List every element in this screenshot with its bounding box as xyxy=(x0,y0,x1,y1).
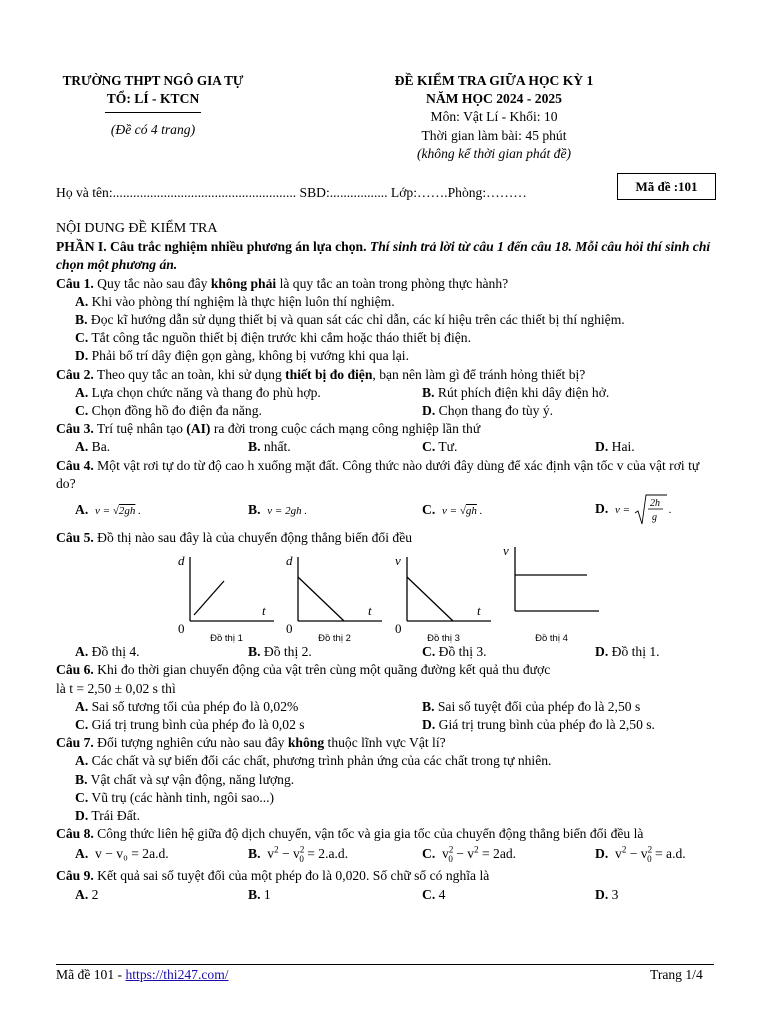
question-label: Câu 2. xyxy=(56,366,94,382)
q6-options-row-1 xyxy=(56,698,718,716)
subject-line: Môn: Vật Lí - Khối: 10 xyxy=(430,109,558,125)
question-8 xyxy=(56,825,718,843)
q1-option-d xyxy=(56,347,718,365)
question-label: Câu 6. xyxy=(56,662,94,678)
q1-option-b xyxy=(56,311,718,329)
question-text: là quy tắc an toàn trong phòng thực hành? xyxy=(276,275,509,291)
question-label: Câu 7. xyxy=(56,735,94,751)
option-text: Phải bố trí dây điện gọn gàng, không bị vướng khi qua lại. xyxy=(91,348,409,364)
question-emphasis: không phải xyxy=(210,275,277,291)
q2-options-row-2 xyxy=(56,402,718,420)
q9-option-c: C. 4 xyxy=(422,886,446,902)
content-heading: NỘI DUNG ĐỀ KIỂM TRA xyxy=(56,221,218,236)
question-1 xyxy=(56,275,718,293)
q7-option-b: B. Vật chất và sự vận động, năng lượng. xyxy=(75,771,295,787)
question-label: Câu 3. xyxy=(56,421,94,437)
graph-3 xyxy=(391,549,496,643)
graph-3-caption: Đồ thị 3 xyxy=(427,633,460,645)
graph-4-plot xyxy=(499,539,604,617)
question-label: Câu 1. xyxy=(56,275,94,291)
duration-line: Thời gian làm bài: 45 phút xyxy=(421,127,567,143)
question-text: ra đời trong cuộc cách mạng công nghiệp lần thứ xyxy=(210,421,481,437)
header-left xyxy=(62,72,244,139)
option-letter: B. xyxy=(75,312,88,328)
q9-option-d: D. 3 xyxy=(595,886,619,902)
q9-options xyxy=(56,886,718,904)
q8-options xyxy=(56,845,718,867)
q7-option-a: A. Các chất và sự biến đổi các chất, phương trình phản ứng của các chất trong tự nhiên. xyxy=(75,753,552,769)
q6-option-d: D. Giá trị trung bình của phép đo là 2,50 s. xyxy=(422,716,655,732)
question-6-cont: là t = 2,50 ± 0,02 s thì xyxy=(56,680,176,696)
question-text: Theo quy tắc an toàn, khi sử dụng xyxy=(93,366,286,382)
q3-option-c: C. Tư. xyxy=(422,439,458,455)
part1-title-bold: PHẦN I. Câu trắc nghiệm nhiều phương án lựa chọn. xyxy=(56,239,367,255)
question-label: Câu 5. xyxy=(56,530,94,545)
question-label: Câu 9. xyxy=(56,868,94,884)
graph-1 xyxy=(174,549,279,643)
question-text: Đồ thị nào sau đây là của chuyển động thẳng biến đổi đều xyxy=(93,530,413,545)
graph-2-ylabel: d xyxy=(286,553,293,569)
question-label: Câu 8. xyxy=(56,826,94,842)
q2-option-b: B. Rút phích điện khi dây điện hở. xyxy=(422,384,610,400)
q3-option-d: D. Hai. xyxy=(595,439,635,455)
graph-3-origin: 0 xyxy=(395,621,402,637)
q5-option-a: A. Đồ thị 4. xyxy=(75,644,140,660)
question-text: Quy tắc nào sau đây xyxy=(93,275,211,291)
graph-1-line xyxy=(194,581,224,615)
header-right xyxy=(376,72,612,163)
part1-title xyxy=(56,238,718,274)
q2-options-row-1 xyxy=(56,384,718,402)
question-7 xyxy=(56,734,718,752)
q7-option-c: C. Vũ trụ (các hành tinh, ngôi sao...) xyxy=(75,789,275,805)
option-letter: D. xyxy=(75,348,89,364)
question-5 xyxy=(56,529,718,547)
question-text: Đối tượng nghiên cứu nào sau đây xyxy=(93,735,288,751)
question-emphasis: (AI) xyxy=(186,421,211,437)
question-text: thuộc lĩnh vực Vật lí? xyxy=(324,735,446,751)
graph-4-ylabel: v xyxy=(503,543,509,559)
footer-exam-code xyxy=(56,966,229,984)
q5-option-b: B. Đồ thị 2. xyxy=(248,644,312,660)
q3-option-a: A. Ba. xyxy=(75,439,111,455)
footer-code-text: Mã đề 101 - xyxy=(56,967,126,982)
q7-option-d: D. Trái Đất. xyxy=(75,807,140,823)
q8-option-d: D. $v^2 - v^2_0 = a.d$. xyxy=(595,844,686,865)
question-text: Khi đo thời gian chuyển động của vật trên cùng một quãng đường kết quả thu được xyxy=(93,662,551,678)
exam-code-box: Mã đề :101 xyxy=(617,173,716,200)
graph-1-xlabel: t xyxy=(262,603,266,619)
graph-1-plot xyxy=(174,549,279,637)
svg-text:g: g xyxy=(651,512,657,523)
q9-option-b: B. 1 xyxy=(248,886,271,902)
q9-option-a: A. 2 xyxy=(75,886,99,902)
q6-option-c: C. Giá trị trung bình của phép đo là 0,02 s xyxy=(75,716,305,732)
sqrt-fraction-2h-over-g xyxy=(633,493,669,527)
school-name: TRƯỜNG THPT NGÔ GIA TỰ xyxy=(62,73,244,88)
q1-option-c xyxy=(56,329,718,347)
question-4 xyxy=(56,457,718,493)
q6-option-a: A. Sai số tương tối của phép đo là 0,02% xyxy=(75,698,299,714)
header-divider xyxy=(105,112,201,113)
footer-link[interactable]: https://thi247.com/ xyxy=(125,967,229,982)
question-text: , bạn nên làm gì để tránh hỏng thiết bị? xyxy=(372,366,586,382)
graph-2-caption: Đồ thị 2 xyxy=(318,633,351,645)
question-text: Kết quả sai số tuyệt đối của một phép đo là 0,020. Số chữ số có nghĩa là xyxy=(93,868,490,884)
question-text: Công thức liên hệ giữa độ dịch chuyển, vận tốc và gia gia tốc của chuyển động thẳng biến đổi đều là xyxy=(93,826,644,842)
q8-option-a: A. v − v₀ = 2a.d. xyxy=(75,846,169,862)
q4-option-a: A. v = √2gh . xyxy=(75,502,141,517)
graph-3-xlabel: t xyxy=(477,603,481,619)
question-emphasis: thiết bị đo điện xyxy=(285,366,373,382)
q8-option-b: B. $v^2 - v^2_0 = 2.a.d$. xyxy=(248,844,349,865)
graph-2-line xyxy=(298,577,344,621)
option-letter: C. xyxy=(75,330,89,346)
q3-options xyxy=(56,438,718,456)
graph-1-caption: Đồ thị 1 xyxy=(210,633,243,645)
page-count-note: (Đề có 4 trang) xyxy=(110,122,196,138)
exam-title: ĐỀ KIỂM TRA GIỮA HỌC KỲ 1 xyxy=(394,73,594,88)
school-year: NĂM HỌC 2024 - 2025 xyxy=(426,91,562,107)
q5-option-c: C. Đồ thị 3. xyxy=(422,644,487,660)
duration-note: (không kể thời gian phát đề) xyxy=(416,145,572,161)
question-3 xyxy=(56,420,718,438)
graph-1-origin: 0 xyxy=(178,621,185,637)
graph-3-plot xyxy=(391,549,496,637)
option-text: Tắt công tắc nguồn thiết bị điện trước khi cắm hoặc tháo thiết bị điện. xyxy=(91,330,471,346)
q5-options xyxy=(56,643,718,661)
q8-option-c: C. $v^2_0 - v^2 = 2ad$. xyxy=(422,844,517,865)
q2-option-a: A. Lựa chọn chức năng và thang đo phù hợp. xyxy=(75,384,321,400)
question-emphasis: không xyxy=(287,735,325,751)
graph-2 xyxy=(282,549,387,643)
graph-4 xyxy=(499,539,604,645)
q6-option-b: B. Sai số tuyệt đối của phép đo là 2,50 s xyxy=(422,698,641,714)
student-info-line: Họ và tên:...................................................... SBD:................. Lớp:…….Phòng:……… xyxy=(56,185,527,200)
question-text: Một vật rơi tự do từ độ cao h xuống mặt đất. Công thức nào dưới đây dùng để xác định vận tốc v của vật rơi tự do? xyxy=(56,457,700,491)
q5-option-d: D. Đồ thị 1. xyxy=(595,644,660,660)
q4-option-c: C. v = √gh . xyxy=(422,502,483,517)
graph-1-ylabel: d xyxy=(178,553,185,569)
option-text: Khi vào phòng thí nghiệm là thực hiện luôn thí nghiệm. xyxy=(91,293,395,309)
exam-content xyxy=(56,220,718,904)
q3-option-b: B. nhất. xyxy=(248,439,291,455)
q4-option-b: B. v = 2gh . xyxy=(248,502,308,517)
q4-option-d: D. v = 2h g . xyxy=(595,493,672,527)
department-name: TỔ: LÍ - KTCN xyxy=(106,91,200,106)
graph-3-line xyxy=(407,577,453,621)
svg-text:2h: 2h xyxy=(649,498,660,509)
q2-option-d: D. Chọn thang đo tùy ý. xyxy=(422,403,554,419)
part1-title-italic: Thí sinh trả lời từ câu 1 đến câu 18. Mỗi câu hỏi thí sinh chỉ chọn một phương án. xyxy=(56,239,711,273)
question-2 xyxy=(56,366,718,384)
question-6 xyxy=(56,661,718,679)
graph-2-xlabel: t xyxy=(368,603,372,619)
question-label: Câu 4. xyxy=(56,457,94,473)
question-9 xyxy=(56,867,718,885)
graph-2-plot xyxy=(282,549,387,637)
q1-option-a xyxy=(56,293,718,311)
question-text: Trí tuệ nhân tạo xyxy=(93,421,187,437)
graph-2-origin: 0 xyxy=(286,621,293,637)
footer-divider xyxy=(56,964,714,965)
q4-options xyxy=(56,493,718,529)
q2-option-c: C. Chọn đồng hồ đo điện đa năng. xyxy=(75,403,262,419)
option-text: Đọc kĩ hướng dẫn sử dụng thiết bị và quan sát các chỉ dẫn, các kí hiệu trên các thiết bị thí nghiệm. xyxy=(90,312,625,328)
footer-page-number: Trang 1/4 xyxy=(650,967,703,982)
q5-graphs xyxy=(56,543,718,645)
graph-4-caption: Đồ thị 4 xyxy=(535,633,568,645)
graph-3-ylabel: v xyxy=(395,553,401,569)
q6-options-row-2 xyxy=(56,716,718,734)
option-letter: A. xyxy=(75,293,89,309)
